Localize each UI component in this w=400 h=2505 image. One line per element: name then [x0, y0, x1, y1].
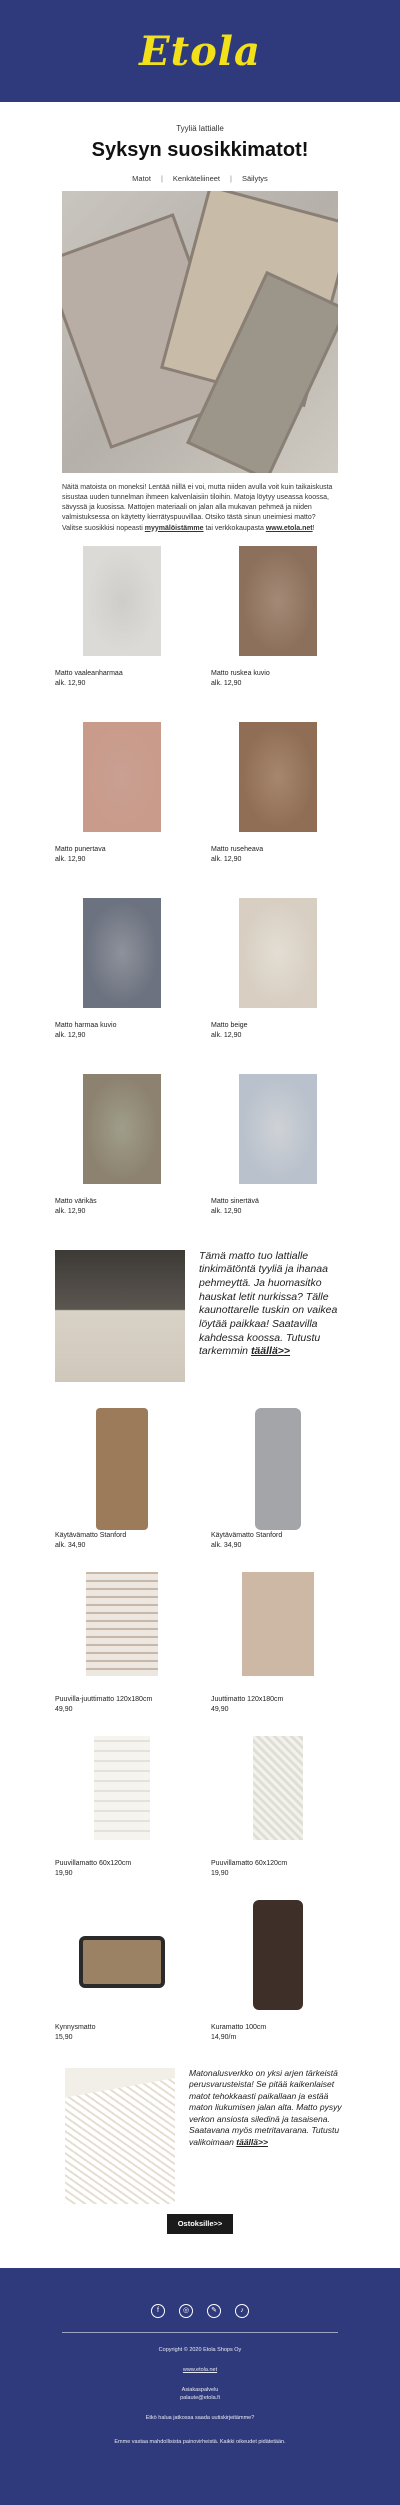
rug-name[interactable]: Matto beige — [211, 1021, 248, 1029]
product-price: 14,90/m — [211, 2033, 237, 2041]
rug-card[interactable] — [211, 546, 345, 722]
rug-product-image[interactable] — [83, 722, 161, 832]
product-card[interactable] — [55, 1900, 189, 2064]
rug-price: alk. 12,90 — [211, 1207, 242, 1215]
service-label: Asiakaspalvelu — [181, 2386, 219, 2393]
product-card[interactable] — [55, 1572, 189, 1736]
etola-logo[interactable]: Etola — [139, 27, 261, 75]
rug-name[interactable]: Matto värikäs — [55, 1197, 97, 1205]
rug-price: alk. 12,90 — [55, 855, 86, 863]
shop-cta-button[interactable]: Ostoksille>> — [167, 2214, 233, 2234]
product-card[interactable] — [55, 1408, 189, 1572]
rug-product-image[interactable] — [239, 722, 317, 832]
rug-price: alk. 12,90 — [211, 1031, 242, 1039]
product-price: alk. 34,90 — [211, 1541, 242, 1549]
product-card[interactable] — [55, 1736, 189, 1900]
product-card[interactable] — [211, 1736, 345, 1900]
promo-body-1: Tämä matto tuo lattialle tinkimätöntä tyyliä ja ihanaa pehmeyttä. Ja huomasitko hauskat letit nurkissa? Tälle kaunottarelle tuskin on vaikea löytää paikkaa! Saatavilla kahdessa koossa. Tutustu tarkemmin — [199, 1249, 338, 1358]
product-image[interactable] — [94, 1736, 150, 1840]
rug-name[interactable]: Matto harmaa kuvio — [55, 1021, 117, 1029]
tiktok-icon[interactable]: ♪ — [235, 2304, 249, 2318]
product-price: 15,90 — [55, 2033, 73, 2041]
product-image[interactable] — [96, 1408, 148, 1530]
product-price: 49,90 — [211, 1705, 229, 1713]
rug-name[interactable]: Matto ruseheava — [211, 845, 264, 853]
legal-note: Emme vastaa mahdollisista painovirheistä. Kaikki oikeudet pidätetään. — [114, 2438, 286, 2445]
rug-name[interactable]: Matto punertava — [55, 845, 106, 853]
promo-body-2: Matonalusverkko on yksi arjen tärkeistä perusvarusteista! Se pitää kaikenlaiset matot tehokkaasti paikallaan ja estää maton liukumisen jalan alta. Matto pysyy verkon ansiosta siledinä ja tasaisena. Saatavana myös metritavarana. Tutustu valikoimaan — [189, 2067, 342, 2147]
nav-item-kenkatelineet[interactable]: Kenkäteliineet — [172, 174, 221, 183]
product-name[interactable]: Käytävämatto Stanford — [211, 1531, 283, 1539]
rug-product-image[interactable] — [239, 898, 317, 1008]
nav-separator: | — [160, 174, 163, 183]
rug-price: alk. 12,90 — [55, 1207, 86, 1215]
underlay-net — [65, 2077, 175, 2204]
service-email[interactable]: palaute@etola.fi — [180, 2394, 220, 2401]
pinterest-icon[interactable]: ✎ — [207, 2304, 221, 2318]
product-name[interactable]: Puuvillamatto 60x120cm — [55, 1859, 132, 1867]
footer-site-link[interactable]: www.etola.net — [182, 2366, 218, 2373]
rug-product-image[interactable] — [83, 546, 161, 656]
hero-image-rugs[interactable] — [62, 191, 338, 473]
rug-product-image[interactable] — [83, 898, 161, 1008]
rug-price: alk. 12,90 — [211, 679, 242, 687]
rug-product-image[interactable] — [239, 1074, 317, 1184]
rug-product-image[interactable] — [239, 546, 317, 656]
facebook-icon[interactable]: f — [151, 2304, 165, 2318]
product-price: 19,90 — [55, 1869, 73, 1877]
unsubscribe-link[interactable]: Etkö halua jatkossa saada uutiskirjeitämme? — [145, 2414, 255, 2421]
product-card[interactable] — [211, 1900, 345, 2064]
rug-card[interactable] — [55, 898, 189, 1074]
footer — [0, 2268, 400, 2505]
rug-card[interactable] — [211, 898, 345, 1074]
rug-price: alk. 12,90 — [55, 679, 86, 687]
product-name[interactable]: Puuvilla-juuttimatto 120x180cm — [55, 1695, 153, 1703]
product-image[interactable] — [242, 1572, 314, 1676]
social-links — [0, 2304, 400, 2318]
product-name[interactable]: Juuttimatto 120x180cm — [211, 1695, 284, 1703]
product-name[interactable]: Kynnysmatto — [55, 2023, 96, 2031]
rug-price: alk. 12,90 — [55, 1031, 86, 1039]
footer-divider — [62, 2332, 338, 2333]
rug-card[interactable] — [55, 1074, 189, 1250]
tagline: Tyyliä lattialle — [176, 124, 224, 133]
rug-name[interactable]: Matto vaaleanharmaa — [55, 669, 123, 677]
header-banner — [0, 0, 400, 102]
promo-text-1 — [199, 1250, 345, 1382]
promo-link-2[interactable]: täällä>> — [236, 2136, 268, 2147]
product-grid — [55, 1408, 345, 2064]
rug-price: alk. 12,90 — [211, 855, 242, 863]
rug-card[interactable] — [211, 1074, 345, 1250]
nav-separator: | — [230, 174, 232, 183]
rug-product-image[interactable] — [83, 1074, 161, 1184]
promo-photo-hallway-rug[interactable] — [55, 1250, 185, 1382]
intro-text — [62, 483, 338, 534]
stores-link[interactable]: myymälöistämme — [144, 524, 204, 532]
webshop-link[interactable]: www.etola.net — [265, 524, 313, 532]
instagram-icon[interactable]: ◎ — [179, 2304, 193, 2318]
product-image[interactable] — [253, 1736, 303, 1840]
product-image[interactable] — [253, 1900, 303, 2010]
promo-section-2 — [55, 2068, 345, 2204]
rug-card[interactable] — [211, 722, 345, 898]
promo-text-2 — [189, 2068, 345, 2204]
product-name[interactable]: Kuramatto 100cm — [211, 2023, 267, 2031]
product-price: 49,90 — [55, 1705, 73, 1713]
promo-link-1[interactable]: täällä>> — [250, 1345, 291, 1358]
promo-section-1 — [55, 1250, 345, 1382]
product-price: 19,90 — [211, 1869, 229, 1877]
product-card[interactable] — [211, 1572, 345, 1736]
nav-item-sailytys[interactable]: Säilytys — [241, 174, 268, 183]
product-name[interactable]: Käytävämatto Stanford — [55, 1531, 127, 1539]
page-title: Syksyn suosikkimatot! — [91, 139, 309, 161]
rug-name[interactable]: Matto sinertävä — [211, 1197, 259, 1205]
product-name[interactable]: Puuvillamatto 60x120cm — [211, 1859, 288, 1867]
nav-item-matot[interactable]: Matot — [132, 174, 151, 183]
product-image[interactable] — [79, 1936, 165, 1988]
intro-end: ! — [312, 524, 315, 532]
product-price: alk. 34,90 — [55, 1541, 86, 1549]
product-image[interactable] — [255, 1408, 301, 1530]
product-card[interactable] — [211, 1408, 345, 1572]
product-image[interactable] — [86, 1572, 158, 1676]
intro-mid: tai verkkokaupasta — [205, 524, 264, 532]
rug-card[interactable] — [55, 722, 189, 898]
rug-name[interactable]: Matto ruskea kuvio — [211, 669, 270, 677]
category-nav — [0, 174, 400, 183]
intro-body: Näitä matoista on moneksi! Lentää niillä ei voi, mutta niiden avulla voit kuin taikaiskusta sisustaa uuden tunnelman ihmeen kalvenlaisiin tiloihin. Matoja löytyy useassa koossa, sävyssä ja kuosissa. Mattojen materiaali on jalan alla mukavan pehmeä ja niiden valmistuksessa on käytetty kierrätyspuuvillaa. Otsiko tästä sinun uneimiesi matto? Valitse suosikkisi nopeasti — [62, 484, 333, 532]
promo-photo-rug-underlay[interactable] — [65, 2068, 175, 2204]
rug-grid — [55, 546, 345, 1250]
copyright: Copyright © 2020 Etola Shops Oy — [158, 2346, 242, 2353]
rug-card[interactable] — [55, 546, 189, 722]
